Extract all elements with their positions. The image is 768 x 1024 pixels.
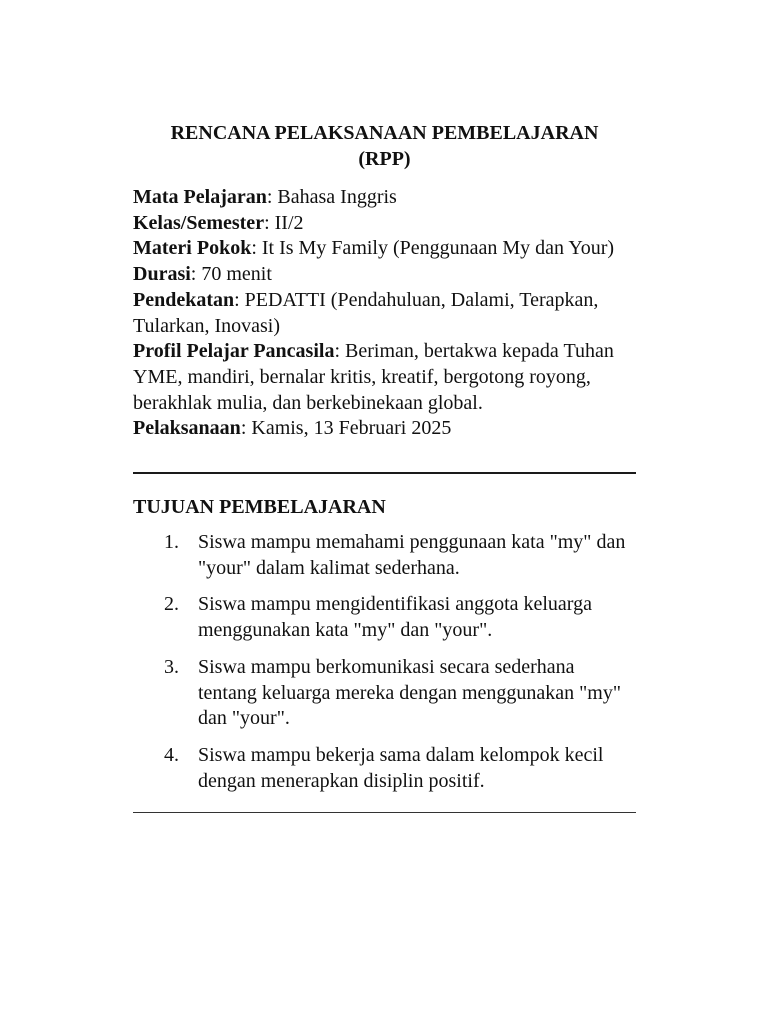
- meta-key: Kelas/Semester: [133, 211, 265, 234]
- list-item-text: Siswa mampu mengidentifikasi anggota keluarga menggunakan kata "my" dan "your".: [198, 593, 592, 642]
- metadata-block: [133, 185, 636, 442]
- meta-key: Profil Pelajar Pancasila: [133, 340, 335, 363]
- document-title: [133, 120, 636, 172]
- meta-key: Pelaksanaan: [133, 417, 241, 440]
- meta-row-schedule: [133, 416, 636, 442]
- meta-value: : 70 menit: [190, 263, 272, 286]
- list-item: [133, 655, 636, 732]
- meta-row-subject: [133, 185, 636, 211]
- title-line-2: (RPP): [358, 148, 411, 170]
- meta-key: Materi Pokok: [133, 237, 252, 260]
- list-item: [133, 530, 636, 581]
- meta-row-topic: [133, 236, 636, 262]
- meta-value: : PEDATTI (Pendahuluan, Dalami, Terapkan, Tularkan, Inovasi): [133, 288, 599, 337]
- list-item: [133, 592, 636, 643]
- objectives-heading: TUJUAN PEMBELAJARAN: [133, 496, 386, 519]
- meta-row-approach: [133, 288, 636, 339]
- section-divider: [133, 812, 636, 813]
- section-divider: [133, 472, 636, 474]
- meta-value: : Kamis, 13 Februari 2025: [240, 417, 452, 440]
- list-item-number: 2.: [164, 593, 179, 616]
- meta-key: Durasi: [133, 263, 191, 286]
- objectives-list: [133, 530, 636, 794]
- meta-key: Pendekatan: [133, 288, 235, 311]
- meta-value: : It Is My Family (Penggunaan My dan Your): [251, 237, 615, 260]
- meta-row-student-profile: [133, 339, 636, 416]
- meta-value: : II/2: [264, 211, 304, 234]
- title-line-1: RENCANA PELAKSANAAN PEMBELAJARAN: [170, 122, 599, 144]
- meta-key: Mata Pelajaran: [133, 186, 267, 208]
- list-item-number: 1.: [164, 531, 179, 554]
- meta-row-duration: [133, 262, 636, 288]
- list-item-number: 4.: [164, 743, 179, 766]
- meta-row-class-semester: [133, 211, 636, 237]
- list-item-text: Siswa mampu berkomunikasi secara sederhana tentang keluarga mereka dengan menggunakan "my" dan "your".: [198, 655, 622, 730]
- list-item-text: Siswa mampu bekerja sama dalam kelompok kecil dengan menerapkan disiplin positif.: [198, 743, 604, 792]
- list-item-text: Siswa mampu memahami penggunaan kata "my" dan "your" dalam kalimat sederhana.: [198, 531, 626, 579]
- meta-value: : Beriman, bertakwa kepada Tuhan YME, mandiri, bernalar kritis, kreatif, bergotong royong, berakhlak mulia, dan berkebinekaan global.: [133, 340, 614, 414]
- meta-value: : Bahasa Inggris: [266, 186, 397, 208]
- list-item: [133, 743, 636, 794]
- list-item-number: 3.: [164, 655, 179, 678]
- document-page: [133, 120, 636, 813]
